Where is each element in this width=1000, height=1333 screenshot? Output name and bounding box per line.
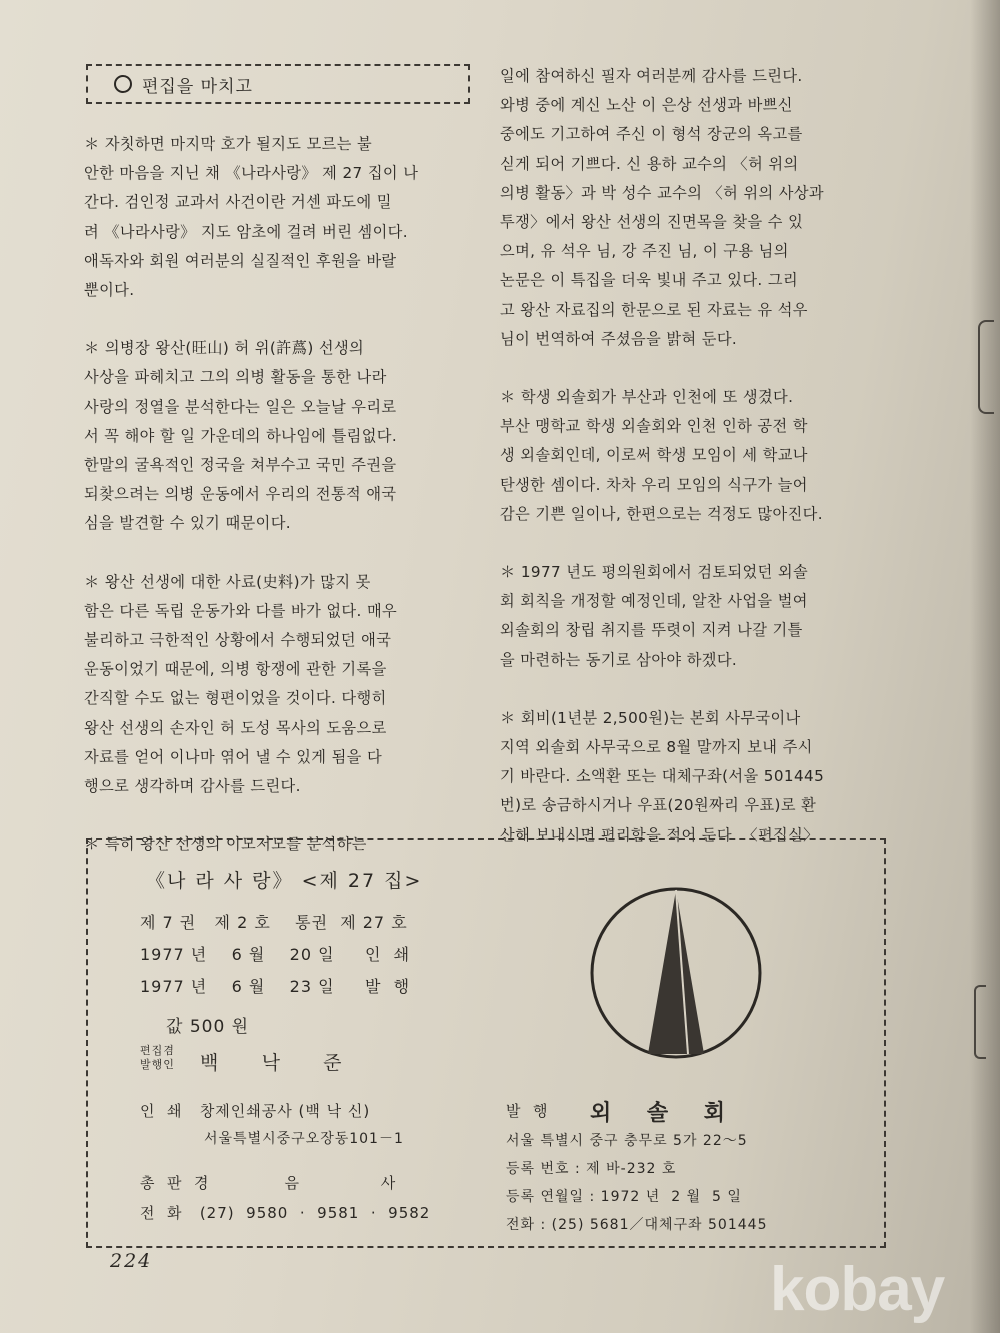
colophon-price: 값 500 원: [166, 1017, 250, 1037]
colophon-distributor: 총 판 경 음 사: [140, 1174, 397, 1192]
editor-label-1: 편집겸: [140, 1044, 175, 1057]
registration-number: 등록 번호 : 제 바-232 호: [506, 1161, 677, 1177]
editor-name: 백 낙 준: [200, 1052, 343, 1074]
watermark-logo: kobay: [770, 1255, 945, 1324]
paragraph: ＊ 특히 왕산 선생의 이모저모를 분석하는: [84, 835, 367, 854]
publisher-logo: [588, 878, 764, 1068]
colophon-title: 《나 라 사 랑》 <제 27 집>: [146, 870, 423, 892]
page-edge-shadow: [970, 0, 1000, 1333]
colophon-volume: 제 7 권 제 2 호 통권 제 27 호: [140, 913, 408, 932]
colophon-printer-address: 서울특별시중구오장동101－1: [204, 1131, 404, 1147]
binding-staple: [978, 320, 994, 414]
registration-date: 등록 연월일 : 1972 년 2 월 5 일: [506, 1189, 742, 1205]
paragraph: ＊ 1977 년도 평의원회에서 검토되었던 외솔 회 회칙을 개정할 예정인데, 알찬 사업을 벌여 외솔회의 창립 취지를 뚜렷이 지켜 나갈 기틀 을 마련하는 동기로 삼아야 하겠다.: [500, 563, 809, 669]
paragraph: ＊ 의병장 왕산(旺山) 허 위(許蔿) 선생의 사상을 파헤치고 그의 의병 활동을 통한 나라 사랑의 정열을 분석한다는 일은 오늘날 우리로 서 꼭 해야 할 일 가운데의 하나임에 틀림없다. 한말의 굴욕적인 정국을 쳐부수고 국민 주권을 되찾으려는 의병 운동에서 우리의 전통적 애국 심을 발견할 수 있기 때문이다.: [84, 339, 398, 533]
section-heading: [86, 64, 470, 104]
paragraph: ＊ 왕산 선생에 대한 사료(史料)가 많지 못 함은 다른 독립 운동가와 다를 바가 없다. 매우 불리하고 극한적인 상황에서 수행되었던 애국 운동이었기 때문에, 의병 항쟁에 관한 기록을 간직할 수도 없는 형편이었을 것이다. 다행히 왕산 선생의 손자인 허 도성 목사의 도움으로 자료를 얻어 이나마 엮어 낼 수 있게 됨을 다 행으로 생각하며 감사를 드린다.: [84, 572, 398, 796]
paragraph: 일에 참여하신 필자 여러분께 감사를 드린다. 와병 중에 계신 노산 이 은상 선생과 바쁘신 중에도 기고하여 주신 이 형석 장군의 옥고를 싣게 되어 기쁘다. 신 용하 교수의 〈허 위의 의병 활동〉과 박 성수 교수의 〈허 위의 사상과 투쟁〉에서 왕산 선생의 진면목을 찾을 수 있 으며, 유 석우 님, 강 주진 님, 이 구용 님의 논문은 이 특집을 더욱 빛내 주고 있다. 그리 고 왕산 자료집의 한문으로 된 자료는 유 석우 님이 번역하여 주셨음을 밝혀 둔다.: [500, 67, 824, 348]
publisher-label: 발 행: [506, 1102, 549, 1120]
publisher-name: 외 솔 회: [590, 1101, 727, 1126]
editor-label-2: 발행인: [140, 1058, 175, 1071]
paragraph: ＊ 자칫하면 마지막 호가 될지도 모르는 불 안한 마음을 지닌 채 《나라사랑》 제 27 집이 나 간다. 검인정 교과서 사건이란 거센 파도에 밀 려 《나라사랑》 지도 암초에 걸려 버린 셈이다. 애독자와 회원 여러분의 실질적인 후원을 바랄 뿐이다.: [84, 135, 419, 300]
left-column: [84, 130, 470, 888]
colophon-print-date: 1977 년 6 월 20 일 인 쇄: [140, 945, 411, 964]
publisher-phone: 전화 : (25) 5681／대체구좌 501445: [506, 1217, 768, 1233]
right-column: [500, 62, 892, 879]
paragraph: ＊ 학생 외솔회가 부산과 인천에 또 생겼다. 부산 맹학교 학생 외솔회와 인천 인하 공전 학 생 외솔회인데, 이로써 학생 모임이 세 학교나 탄생한 셈이다. 차차 우리 모임의 식구가 늘어 감은 기쁜 일이나, 한편으로는 걱정도 많아진다.: [500, 388, 823, 523]
section-heading-text: 편집을 마치고: [142, 76, 253, 97]
page-number: 224: [110, 1250, 153, 1272]
colophon-printer: 인 쇄 창제인쇄공사 (백 낙 신): [140, 1102, 371, 1120]
binding-staple-lower: [974, 985, 986, 1059]
publisher-address: 서울 특별시 중구 충무로 5가 22～5: [506, 1133, 748, 1149]
colophon-distributor-phone: 전 화 (27) 9580 · 9581 · 9582: [140, 1204, 431, 1222]
circle-bullet-icon: [114, 75, 132, 93]
paragraph: ＊ 회비(1년분 2,500원)는 본회 사무국이나 지역 외솔회 사무국으로 8월 말까지 보내 주시 기 바란다. 소액환 또는 대체구좌(서울 501445 번)로 송금하시거나 우표(20원짜리 우표)로 환 산해 보내시면 편리함을 적어 둔다. 〈편집실〉: [500, 708, 825, 844]
colophon-publish-date: 1977 년 6 월 23 일 발 행: [140, 977, 411, 996]
